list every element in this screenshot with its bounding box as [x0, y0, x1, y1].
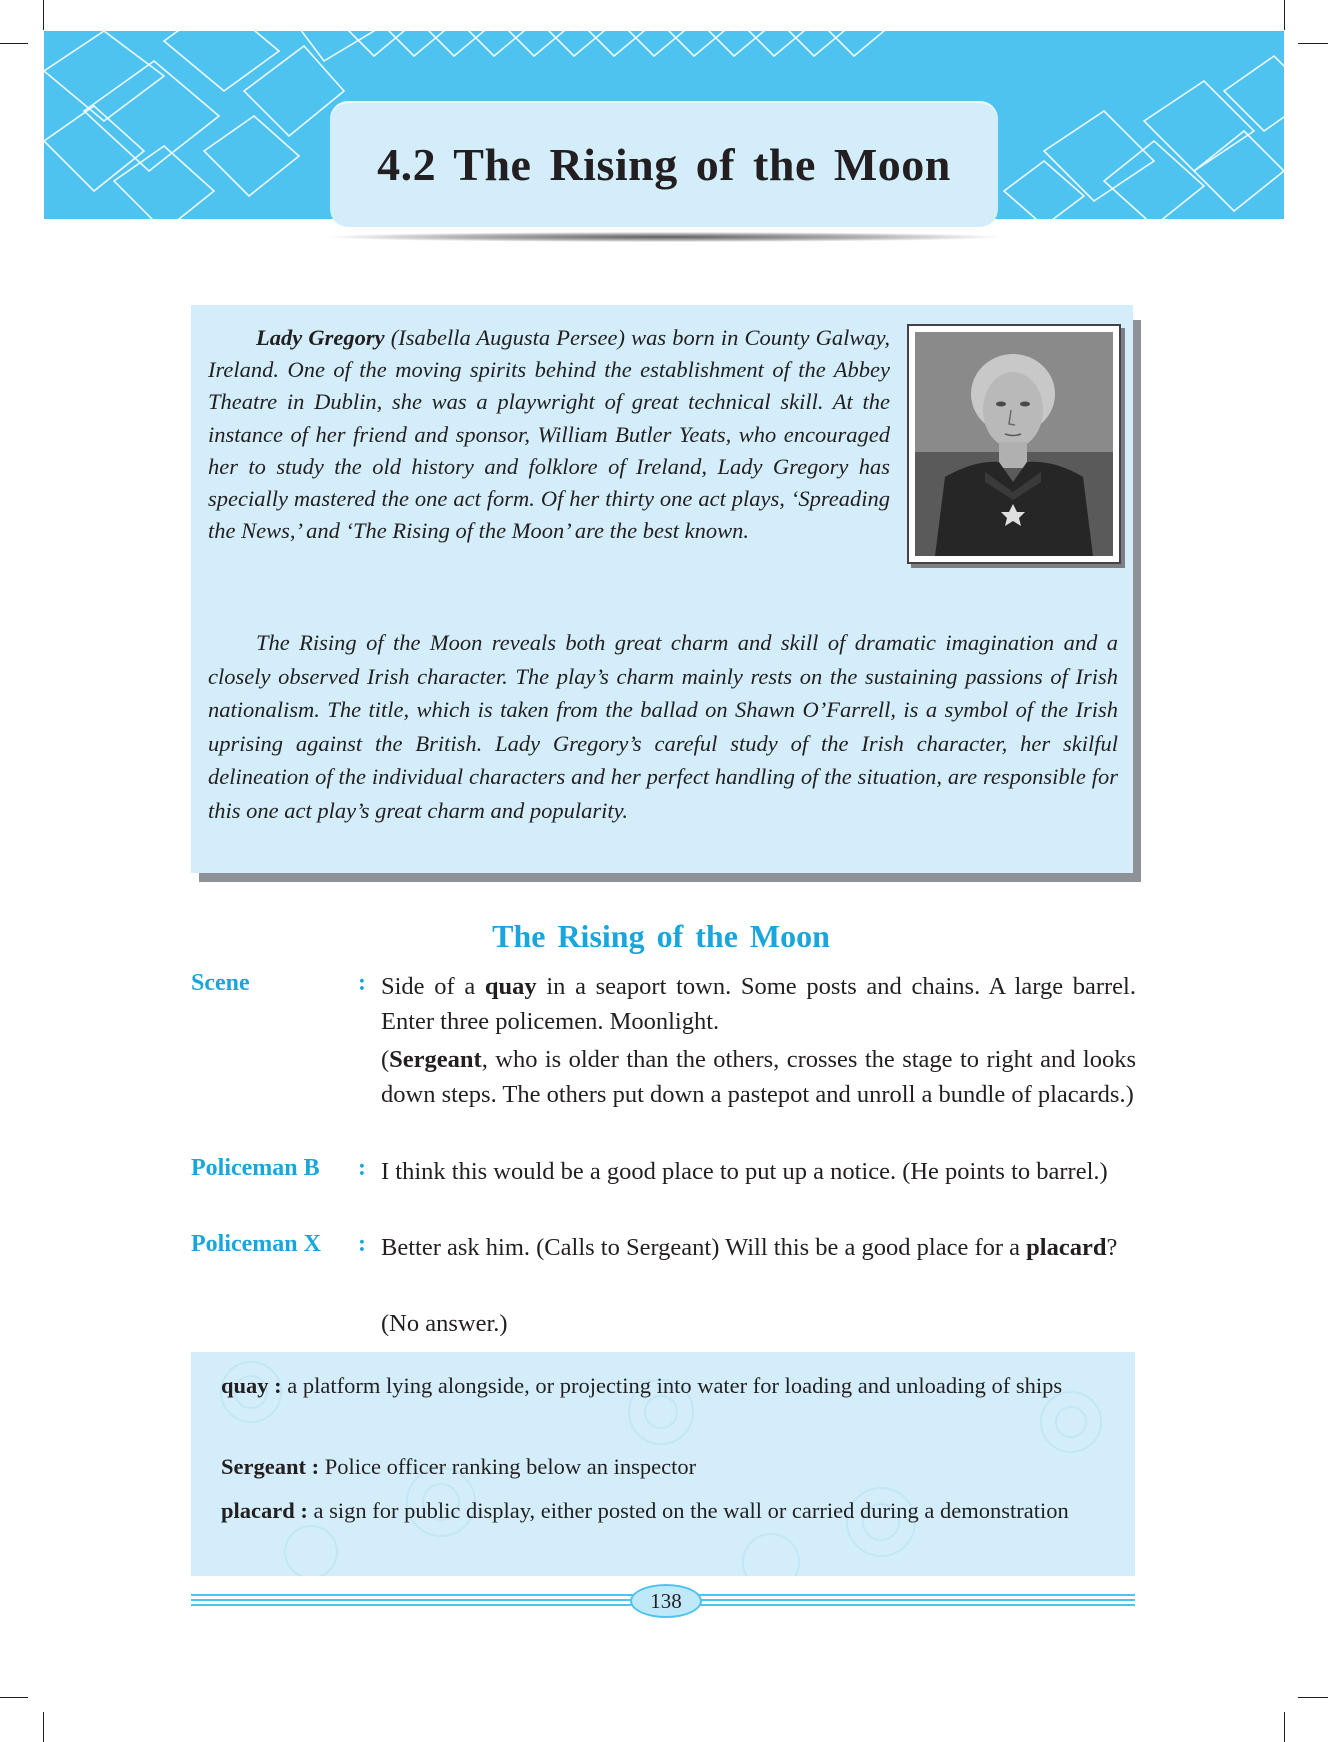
play-title: The Rising of the Moon [492, 918, 830, 954]
scene-description [381, 970, 1136, 1039]
author-portrait [907, 324, 1121, 564]
speaker-colon: : [358, 1155, 366, 1181]
crop-mark [1284, 0, 1285, 30]
portrait-photo [915, 332, 1113, 556]
author-paragraph-1-text: (Isabella Augusta Persee) was born in County Galway, Ireland. One of the moving spirits behind the establishment of the Abbey Theatre in Dublin, she was a playwright of great technical skill. At the instance of her friend and sponsor, William Butler Yeats, who encouraged her to study the old history and folklore of Ireland, Lady Gregory has specially mastered the one act form. Of her thirty one act plays, ‘Spreading the News,’ and ‘The Rising of the Moon’ are the best known. [208, 325, 890, 544]
chapter-title-box [330, 101, 998, 227]
scene-text: , who is older than the others, crosses the stage to right and looks down steps. The others put down a pastepot and unroll a bundle of placards.) [381, 1046, 1136, 1108]
glossary-definition: a sign for public display, either posted on the wall or carried during a demonstration [307, 1498, 1069, 1523]
speaker-colon: : [358, 1231, 366, 1257]
policeman-x-text: ? [1106, 1234, 1118, 1261]
scene-text: Side of a [381, 973, 485, 1000]
glossary-entry-placard [221, 1492, 1118, 1529]
scene-bold-word: quay [484, 973, 537, 1000]
title-shadow [330, 232, 998, 242]
speaker-scene: Scene [191, 970, 250, 996]
policeman-b-line: I think this would be a good place to put up a notice. (He points to barrel.) [381, 1158, 1108, 1185]
crop-mark [1298, 1697, 1328, 1698]
glossary-term: placard : [221, 1498, 308, 1523]
scene-stage-direction [381, 1043, 1136, 1112]
chapter-title: 4.2 The Rising of the Moon [377, 138, 951, 190]
glossary-entry-quay [221, 1367, 1118, 1404]
glossary-term: Sergeant : [221, 1454, 320, 1479]
scene-bold-word: Sergeant [389, 1046, 482, 1073]
speaker-policeman-x: Policeman X [191, 1231, 321, 1257]
glossary-term: quay : [221, 1373, 282, 1398]
crop-mark [0, 43, 28, 44]
author-paragraph-1 [208, 322, 890, 547]
author-paragraph-2 [208, 626, 1118, 827]
scene-text: ( [381, 1046, 390, 1073]
policeman-x-text: Better ask him. (Calls to Sergeant) Will this be a good place for a [381, 1234, 1027, 1261]
crop-mark [1284, 1712, 1285, 1742]
speaker-colon: : [358, 970, 366, 996]
glossary-definition: a platform lying alongside, or projecting into water for loading and unloading of ships [281, 1373, 1063, 1398]
glossary-entry-sergeant [221, 1448, 1118, 1485]
crop-mark [43, 0, 44, 30]
page-number: 138 [630, 1584, 702, 1618]
glossary-definition: Police officer ranking below an inspector [319, 1454, 697, 1479]
author-name: Lady Gregory [256, 325, 385, 350]
crop-mark [1298, 43, 1328, 44]
crop-mark [43, 1712, 44, 1742]
policeman-x-stage-direction: (No answer.) [381, 1310, 508, 1337]
policeman-x-line [381, 1231, 1136, 1266]
speaker-policeman-b: Policeman B [191, 1155, 320, 1181]
crop-mark [0, 1697, 28, 1698]
author-paragraph-2-text: The Rising of the Moon reveals both great charm and skill of dramatic imagination and a closely observed Irish character. The play’s charm mainly rests on the sustaining passions of Irish nationalism. The title, which is taken from the ballad on Shawn O’Farrell, is a symbol of the Irish uprising against the British. Lady Gregory’s careful study of the Irish character, her skilful delineation of the individual characters and her perfect handling of the situation, are responsible for this one act play’s great charm and popularity. [208, 630, 1118, 823]
scene-text: in a seaport town. Some posts and chains. A large barrel. Enter three policemen. Moonlight. [381, 973, 1136, 1035]
policeman-x-bold-word: placard [1026, 1234, 1107, 1261]
